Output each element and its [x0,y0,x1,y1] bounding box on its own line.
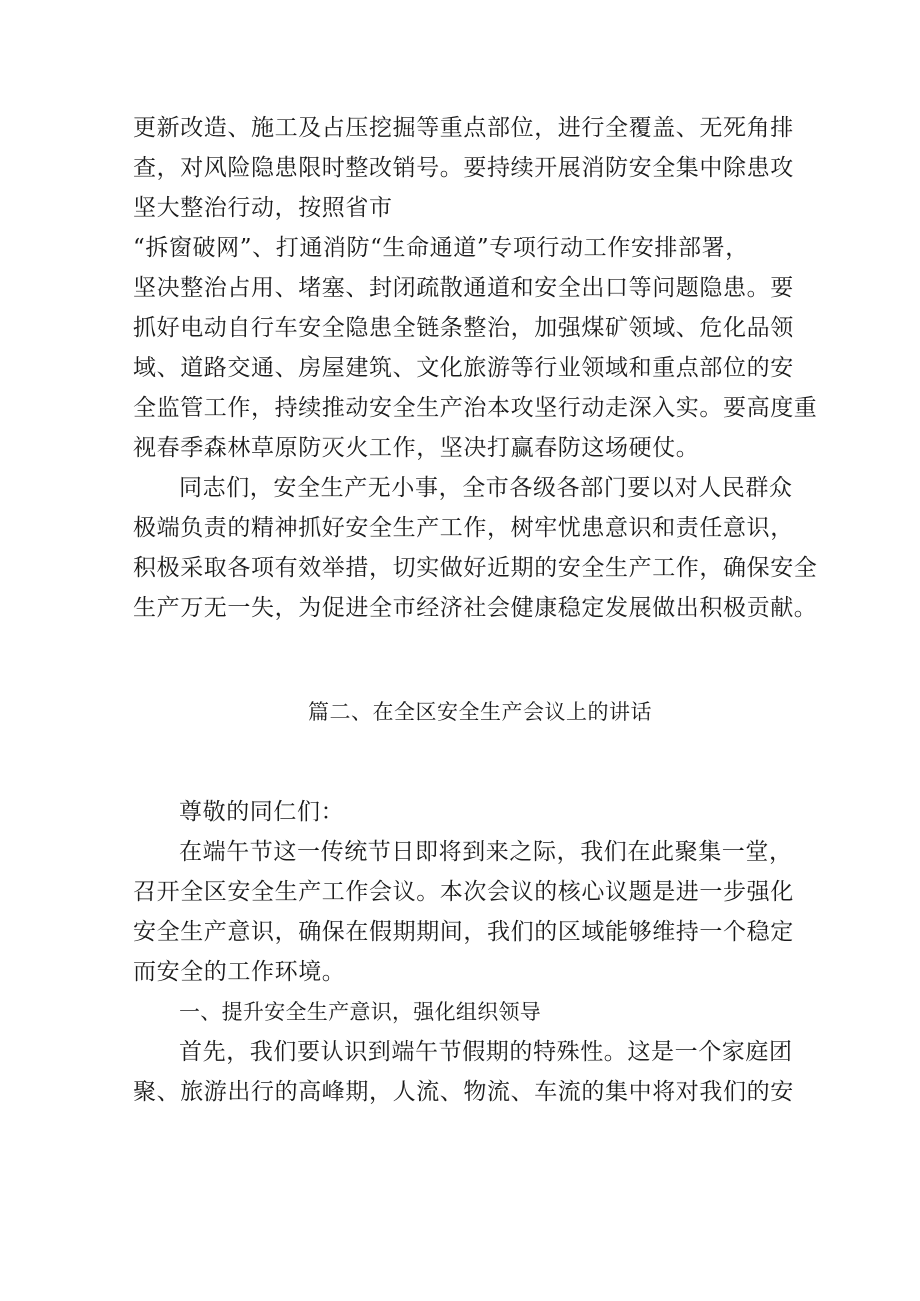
text-line: 域、道路交通、房屋建筑、文化旅游等行业领域和重点部位的安 [133,355,794,381]
text-line: 首先，我们要认识到端午节假期的特殊性。这是一个家庭团 [179,1039,793,1065]
text-line: 积极采取各项有效举措，切实做好近期的安全生产工作，确保安全 [133,555,818,581]
text-line: 聚、旅游出行的高峰期，人流、物流、车流的集中将对我们的安 [133,1079,794,1105]
intro-paragraph [133,832,797,992]
text-line: 在端午节这一传统节日即将到来之际，我们在此聚集一堂， [179,839,793,865]
text-line: 召开全区安全生产工作会议。本次会议的核心议题是进一步强化 [133,879,794,905]
text-line: 更新改造、施工及占压挖掘等重点部位，进行全覆盖、无死角排 [133,115,794,141]
text-line: 坚决整治占用、堵塞、封闭疏散通道和安全出口等问题隐患。要 [133,275,794,301]
spacer [133,628,797,692]
text-line: 而安全的工作环境。 [133,959,346,985]
text-line: 安全生产意识，确保在假期期间，我们的区域能够维持一个稳定 [133,919,794,945]
text-line: 极端负责的精神抓好安全生产工作，树牢忧患意识和责任意识， [133,515,794,541]
spacer [133,732,797,792]
text-line: 坚大整治行动，按照省市 [133,195,393,221]
salutation: 尊敬的同仁们： [179,799,345,825]
section-title: 篇二、在全区安全生产会议上的讲话 [308,700,652,724]
document-page [133,108,818,1112]
text-line: 生产万无一失，为促进全市经济社会健康稳定发展做出积极贡献。 [133,595,818,621]
text-line: 查，对风险隐患限时整改销号。要持续开展消防安全集中除患攻 [133,155,794,181]
text-line: 同志们，安全生产无小事，全市各级各部门要以对人民群众 [179,475,793,501]
text-line: “拆窗破网”、打通消防“生命通道”专项行动工作安排部署， [133,235,749,261]
section1-paragraph [133,108,818,468]
text-line: 全监管工作，持续推动安全生产治本攻坚行动走深入实。要高度重 [133,395,818,421]
text-line: 抓好电动自行车安全隐患全链条整治，加强煤矿领域、危化品领 [133,315,794,341]
body-paragraph [133,1032,797,1112]
text-line: 视春季森林草原防灭火工作，坚决打赢春防这场硬仗。 [133,435,700,461]
closing-paragraph [133,468,818,628]
subheading: 一、提升安全生产意识，强化组织领导 [179,1000,542,1024]
